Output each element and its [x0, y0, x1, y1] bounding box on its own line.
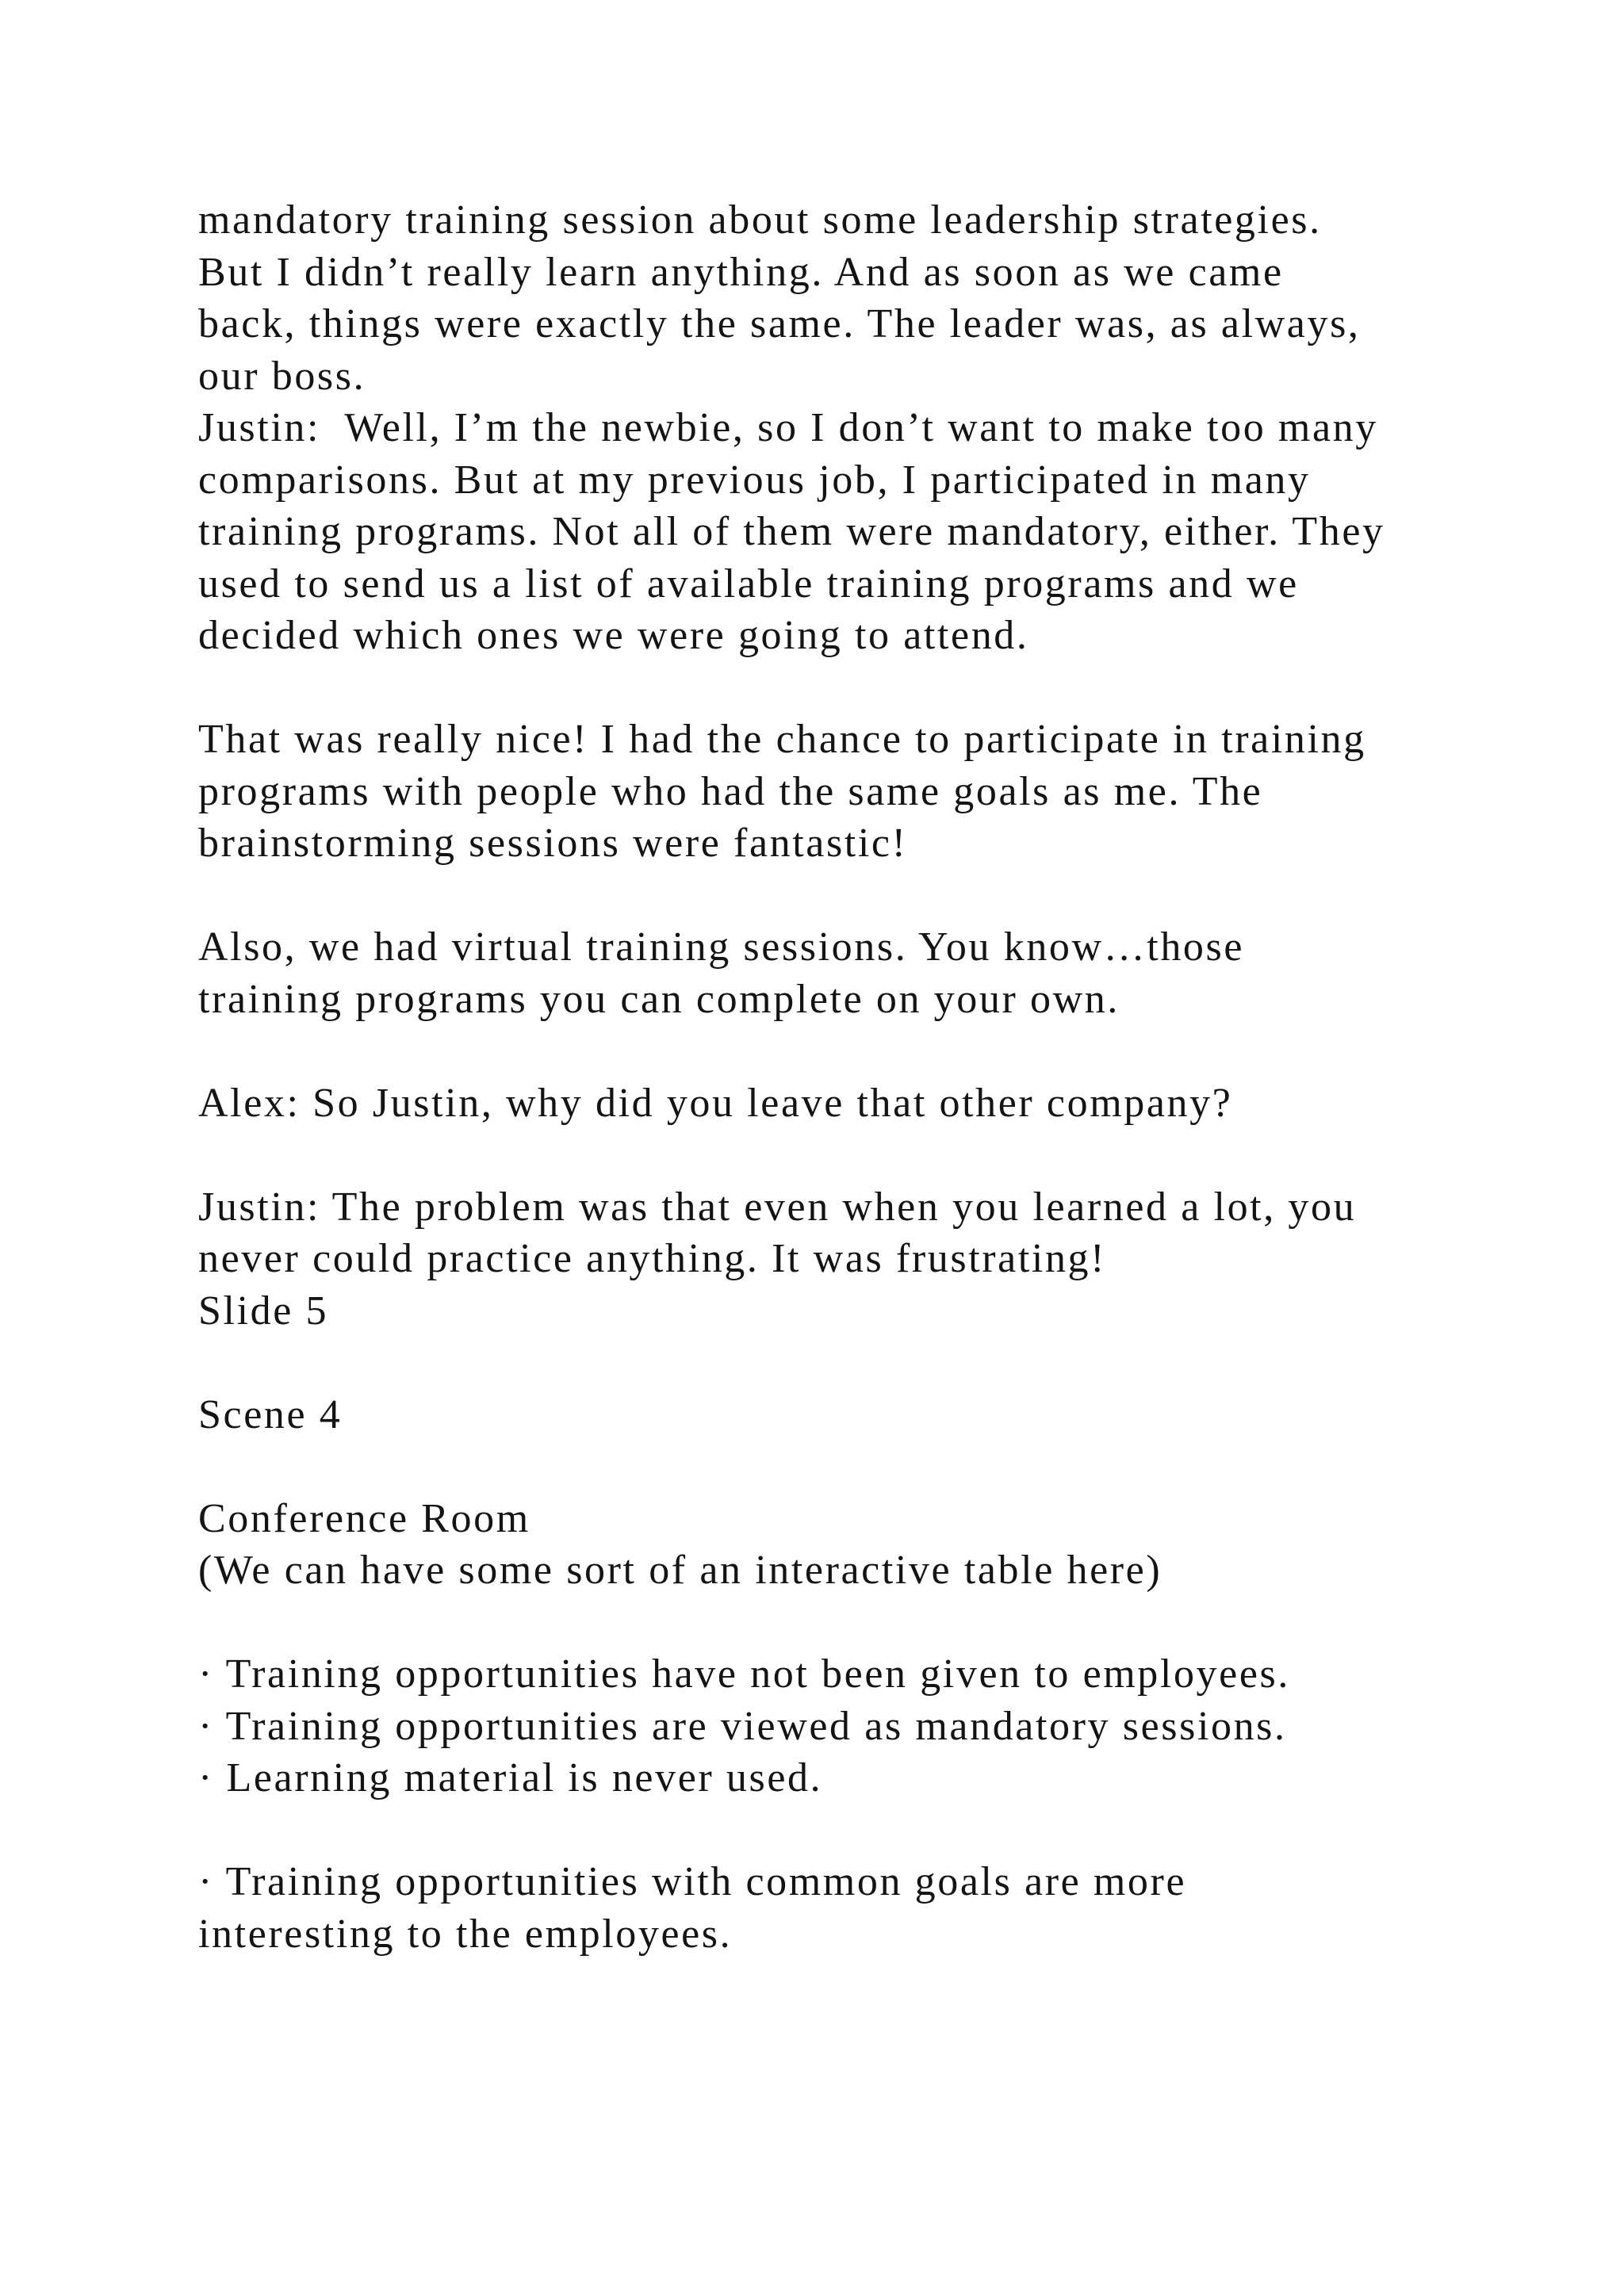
text-line: training programs. Not all of them were mandatory, either. They [198, 509, 1385, 554]
text-line: training programs you can complete on your own. [198, 976, 1120, 1022]
blank-line [198, 1337, 1546, 1389]
slide-label: Slide 5 [198, 1288, 329, 1334]
document-body [198, 194, 1546, 1960]
text-line: That was really nice! I had the chance to participate in training [198, 717, 1366, 762]
text-line: Justin: The problem was that even when you learned a lot, you [198, 1184, 1357, 1230]
blank-line [198, 1441, 1546, 1493]
text-line: programs with people who had the same goals as me. The [198, 768, 1263, 814]
bullet-item: · Training opportunities have not been given to employees. [198, 1651, 1290, 1697]
text-line: Alex: So Justin, why did you leave that other company? [198, 1080, 1233, 1126]
text-line: mandatory training session about some leadership strategies. [198, 197, 1322, 243]
text-line: brainstorming sessions were fantastic! [198, 821, 908, 866]
text-line: never could practice anything. It was frustrating! [198, 1236, 1107, 1281]
text-line: But I didn’t really learn anything. And as soon as we came [198, 249, 1284, 295]
text-line: used to send us a list of available training programs and we [198, 561, 1299, 607]
bullet-item: · Training opportunities are viewed as mandatory sessions. [198, 1703, 1287, 1749]
text-line: Also, we had virtual training sessions. You know…those [198, 924, 1245, 970]
text-line: decided which ones we were going to attend. [198, 613, 1029, 658]
text-line: interesting to the employees. [198, 1911, 733, 1957]
blank-line [198, 1597, 1546, 1649]
blank-line [198, 1804, 1546, 1857]
blank-line [198, 662, 1546, 714]
text-line: our boss. [198, 353, 366, 399]
text-line: (We can have some sort of an interactive table here) [198, 1548, 1162, 1593]
text-line: comparisons. But at my previous job, I participated in many [198, 457, 1311, 503]
bullet-item: · Training opportunities with common goals are more [198, 1859, 1187, 1904]
text-line: back, things were exactly the same. The leader was, as always, [198, 301, 1361, 346]
blank-line [198, 1025, 1546, 1077]
blank-line [198, 1129, 1546, 1181]
blank-line [198, 870, 1546, 922]
location-label: Conference Room [198, 1495, 530, 1541]
text-line: Justin: Well, I’m the newbie, so I don’t want to make too many [198, 405, 1378, 450]
bullet-item: · Learning material is never used. [198, 1755, 823, 1800]
scene-label: Scene 4 [198, 1391, 343, 1437]
